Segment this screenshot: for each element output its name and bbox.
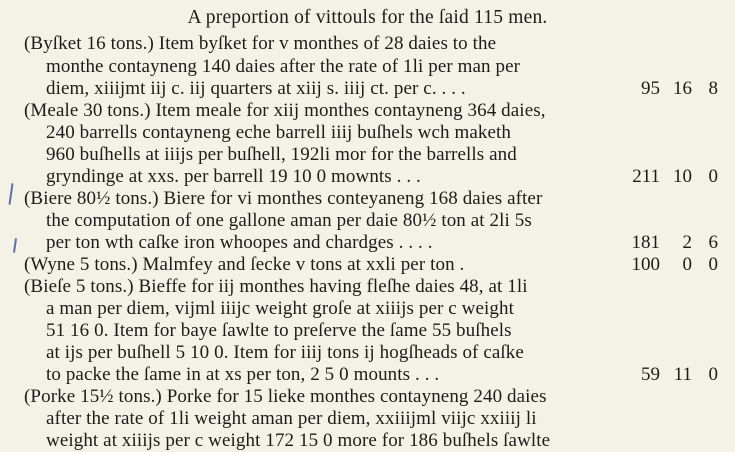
amount-shillings: 16	[673, 78, 692, 99]
text-line: after the rate of 1li weight aman per diem, xxiiijml viijc xxiiij li	[46, 408, 537, 429]
text-line: 960 buſhells at iiijs per buſhell, 192li mor for the barrells and	[46, 144, 517, 165]
margin-pencil-mark	[13, 238, 17, 253]
text-line: (Byſket 16 tons.) Item byſket for v monthes of 28 daies to the	[24, 33, 497, 54]
text-line: (Biere 80½ tons.) Biere for vi monthes conteyaneng 168 daies after	[24, 188, 543, 209]
amount-pence: 0	[708, 254, 718, 275]
page-heading: A preportion of vittouls for the ſaid 115 men.	[187, 7, 548, 28]
text-line: diem, xiiijmt iij c. iij quarters at xiij s. iiij ct. per c. . . .	[46, 78, 466, 99]
amount-pence: 0	[708, 166, 718, 187]
text-line: a man per diem, vijml iiijc weight groſe at xiiijs per c weight	[46, 298, 514, 319]
text-line: 240 barrells contayneng eche barrell iiij buſhels wch maketh	[46, 122, 512, 143]
amount-pounds: 100	[631, 254, 660, 275]
text-line: (Wyne 5 tons.) Malmfey and ſecke v tons at xxli per ton .	[24, 254, 465, 275]
text-line: the computation of one gallone aman per daie 80½ ton at 2li 5s	[46, 210, 532, 231]
text-line: gryndinge at xxs. per barrell 19 10 0 mownts . . .	[46, 166, 421, 187]
amount-shillings: 0	[682, 254, 692, 275]
text-line: to packe the ſame in at xs per ton, 2 5 0 mounts . . .	[46, 364, 440, 385]
text-line: (Porke 15½ tons.) Porke for 15 lieke monthes contayneng 240 daies	[24, 386, 547, 407]
text-line: 51 16 0. Item for baye ſawlte to preſerve the ſame 55 buſhels	[46, 320, 512, 341]
text-line: at ijs per buſhell 5 10 0. Item for iiij tons ij hogſheads of caſke	[46, 342, 524, 363]
amount-pence: 8	[708, 78, 718, 99]
text-line: weight at xiiijs per c weight 172 15 0 more for 186 buſhels ſawlte	[46, 430, 551, 451]
amount-pence: 6	[708, 232, 718, 253]
text-line: (Meale 30 tons.) Item meale for xiij monthes contayneng 364 daies,	[24, 100, 546, 121]
amount-pence: 0	[708, 364, 718, 385]
text-line: (Bieſe 5 tons.) Bieffe for iij monthes having fleſhe daies 48, at 1li	[24, 276, 528, 297]
amount-shillings: 2	[682, 232, 692, 253]
amount-pounds: 59	[641, 364, 660, 385]
margin-pencil-mark	[8, 183, 13, 205]
amount-shillings: 11	[673, 364, 692, 385]
amount-pounds: 95	[641, 78, 660, 99]
amount-pounds: 211	[632, 166, 660, 187]
text-line: per ton wth caſke iron whoopes and chardges . . . .	[46, 232, 433, 253]
amount-shillings: 10	[673, 166, 692, 187]
amount-pounds: 181	[631, 232, 660, 253]
text-line: monthe contayneng 140 daies after the rate of 1li per man per	[46, 56, 521, 77]
